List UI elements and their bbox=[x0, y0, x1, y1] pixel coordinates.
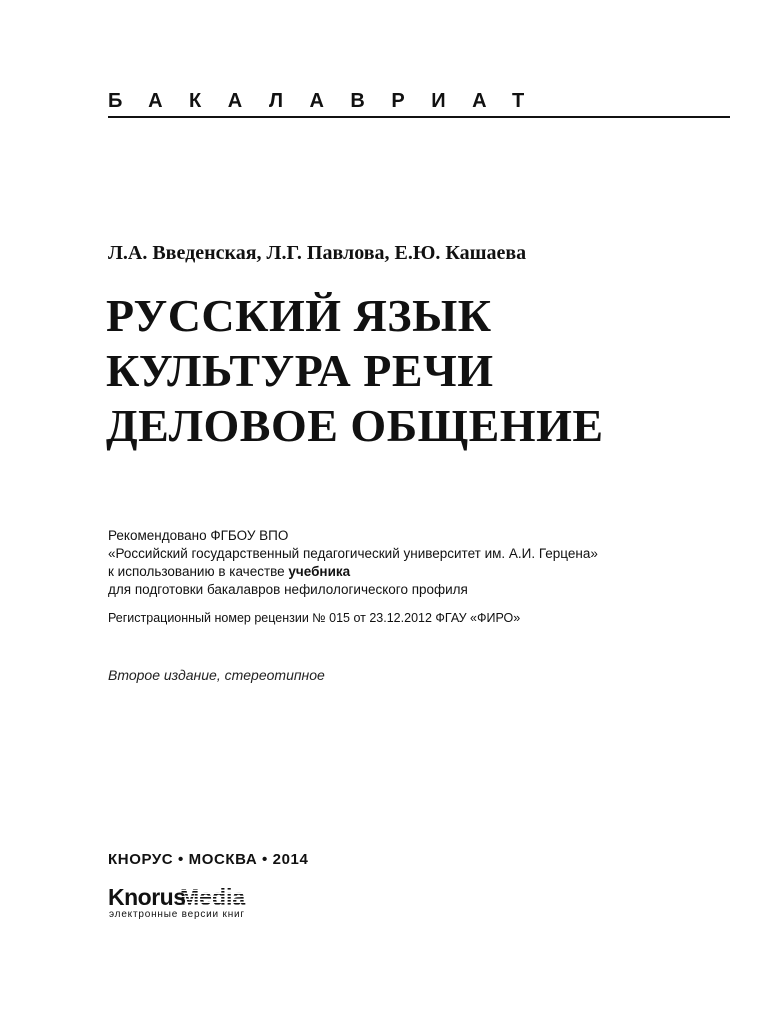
logo-main-text: Knorus bbox=[108, 884, 186, 910]
recommendation-line-1: Рекомендовано ФГБОУ ВПО bbox=[108, 528, 289, 543]
logo-accent-text: Media bbox=[180, 884, 246, 910]
book-title-line-1: РУССКИЙ ЯЗЫК bbox=[106, 290, 492, 341]
series-divider bbox=[108, 116, 730, 118]
book-title bbox=[106, 288, 604, 453]
recommendation-line-4: для подготовки бакалавров нефилологического профиля bbox=[108, 582, 468, 597]
series-title: БАКАЛАВРИАТ bbox=[108, 90, 551, 112]
publisher-imprint: КНОРУС • МОСКВА • 2014 bbox=[108, 851, 309, 868]
recommendation-line-3 bbox=[108, 563, 598, 581]
authors: Л.А. Введенская, Л.Г. Павлова, Е.Ю. Кашаева bbox=[108, 242, 527, 264]
book-title-line-2: КУЛЬТУРА РЕЧИ bbox=[106, 345, 494, 396]
logo-tagline: электронные версии книг bbox=[109, 909, 245, 920]
recommendation-line-2: «Российский государственный педагогический университет им. А.И. Герцена» bbox=[108, 546, 598, 561]
registration-number: Регистрационный номер рецензии № 015 от 23.12.2012 ФГАУ «ФИРО» bbox=[108, 611, 521, 625]
book-title-line-3: ДЕЛОВОЕ ОБЩЕНИЕ bbox=[106, 400, 604, 451]
recommendation-block bbox=[108, 527, 598, 599]
edition-note: Второе издание, стереотипное bbox=[108, 667, 325, 683]
knorus-media-logo bbox=[108, 882, 308, 922]
recommendation-line-3-bold: учебника bbox=[288, 564, 351, 579]
recommendation-line-3-prefix: к использованию в качестве bbox=[108, 564, 289, 579]
